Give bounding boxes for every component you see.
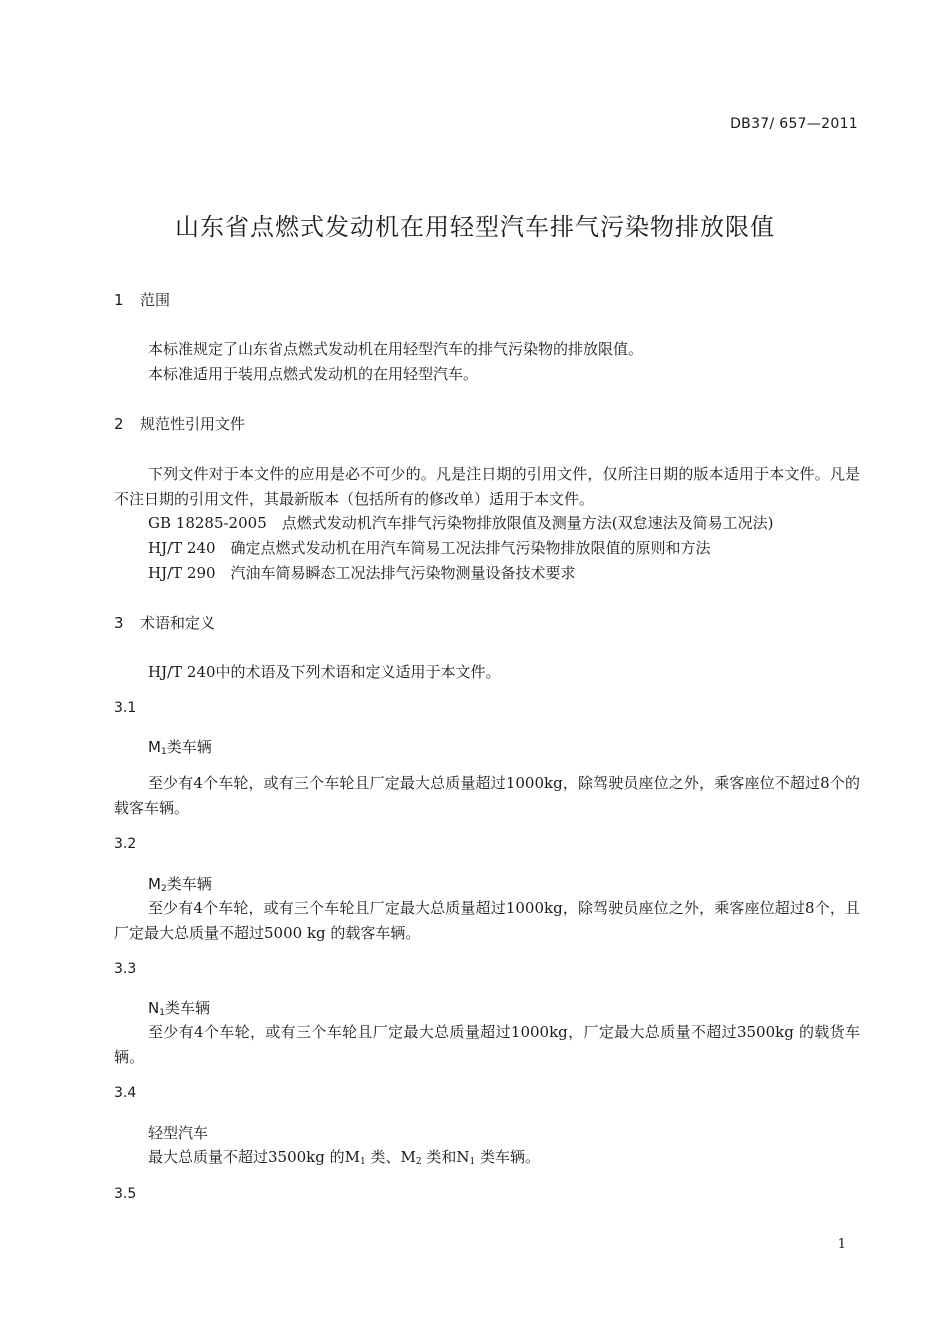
term-name: $M_1$类车辆 — [148, 738, 212, 757]
reference-item: HJ/T 240 确定点燃式发动机在用汽车简易工况法排气污染物排放限值的原则和方法 — [148, 539, 711, 557]
term-number: 3.5 — [114, 1186, 137, 1202]
term-definition: 至少有4个车轮，或有三个车轮且厂定最大总质量超过1000kg，除驾驶员座位之外，乘客座位不超过8个的载客车辆。 — [114, 774, 860, 817]
document-code: DB37/ 657—2011 — [730, 116, 858, 132]
section-3-heading — [114, 612, 215, 633]
section-3-intro: HJ/T 240中的术语及下列术语和定义适用于本文件。 — [148, 663, 501, 681]
section-title: 规范性引用文件 — [140, 415, 246, 433]
document-title: 山东省点燃式发动机在用轻型汽车排气污染物排放限值 — [175, 213, 775, 241]
term-number: 3.2 — [114, 836, 137, 852]
section-1-line-1: 本标准规定了山东省点燃式发动机在用轻型汽车的排气污染物的排放限值。 — [148, 340, 644, 358]
term-definition: 至少有4个车轮，或有三个车轮且厂定最大总质量超过1000kg，除驾驶员座位之外，乘客座位超过8个，且厂定最大总质量不超过5000 kg 的载客车辆。 — [114, 899, 860, 942]
term-number: 3.4 — [114, 1085, 137, 1101]
page-number: 1 — [837, 1237, 846, 1252]
term-definition: 最大总质量不超过3500kg 的$M_1$ 类、$M_2$ 类和$N_1$ 类车辆。 — [148, 1148, 541, 1167]
reference-item: HJ/T 290 汽油车简易瞬态工况法排气污染物测量设备技术要求 — [148, 564, 576, 582]
section-2-paragraph: 下列文件对于本文件的应用是必不可少的。凡是注日期的引用文件，仅所注日期的版本适用于本文件。凡是不注日期的引用文件，其最新版本（包括所有的修改单）适用于本文件。 — [114, 465, 860, 508]
section-2-heading — [114, 413, 245, 434]
reference-item: GB 18285-2005 点燃式发动机汽车排气污染物排放限值及测量方法(双怠速法及简易工况法) — [148, 514, 774, 532]
section-number: 3 — [114, 614, 124, 632]
term-definition: 至少有4个车轮，或有三个车轮且厂定最大总质量超过1000kg，厂定最大总质量不超过3500kg 的载货车辆。 — [114, 1023, 860, 1066]
term-number: 3.3 — [114, 961, 137, 977]
term-name: $M_2$类车辆 — [148, 875, 212, 894]
section-1-line-2: 本标准适用于装用点燃式发动机的在用轻型汽车。 — [148, 365, 479, 383]
section-title: 术语和定义 — [140, 614, 216, 632]
term-number: 3.1 — [114, 700, 137, 716]
section-title: 范围 — [140, 291, 171, 309]
section-1-heading — [114, 289, 170, 310]
term-name: 轻型汽车 — [148, 1124, 209, 1142]
term-name: $N_1$类车辆 — [148, 999, 210, 1018]
section-number: 2 — [114, 415, 124, 433]
section-number: 1 — [114, 291, 124, 309]
